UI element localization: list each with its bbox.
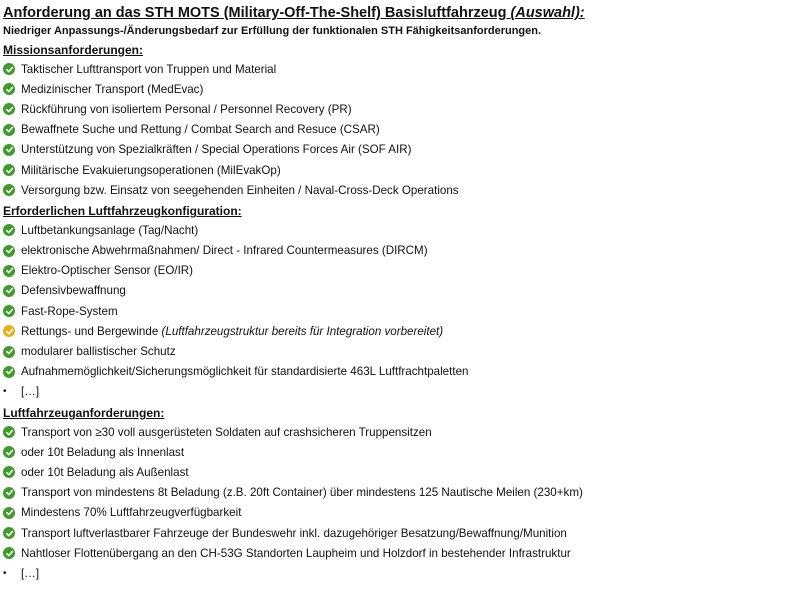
check-green-icon — [3, 285, 15, 297]
check-yellow-icon — [3, 325, 15, 337]
list-item — [3, 462, 794, 482]
aircraft-list — [3, 422, 794, 584]
check-green-icon — [3, 144, 15, 156]
title-emphasis: (Auswahl): — [510, 5, 585, 21]
check-green-icon — [3, 466, 15, 478]
check-green-icon — [3, 446, 15, 458]
check-green-icon — [3, 245, 15, 257]
list-item-text: Bewaffnete Suche und Rettung / Combat Search and Resuce (CSAR) — [21, 123, 380, 137]
list-item-text: Luftbetankungsanlage (Tag/Nacht) — [21, 223, 199, 237]
page-subtitle: Niedriger Anpassungs-/Änderungsbedarf zur Erfüllung der funktionalen STH Fähigkeitsanforderungen. — [3, 25, 542, 37]
check-green-icon — [3, 507, 15, 519]
check-green-icon — [3, 224, 15, 236]
list-item-ellipsis — [3, 563, 794, 583]
list-item-text: modularer ballistischer Schutz — [21, 345, 176, 359]
check-green-icon — [3, 103, 15, 115]
list-item — [3, 543, 794, 563]
list-item-text: Nahtloser Flottenübergang an den CH-53G Standorten Laupheim und Holzdorf in bestehender Infrastruktur — [21, 546, 571, 560]
section-heading-mission: Missionsanforderungen: — [3, 43, 144, 57]
list-item-text: Mindestens 70% Luftfahrzeugverfügbarkeit — [21, 506, 242, 520]
check-green-icon — [3, 265, 15, 277]
list-item-text: elektronische Abwehrmaßnahmen/ Direct - Infrared Countermeasures (DIRCM) — [21, 244, 428, 258]
check-green-icon — [3, 346, 15, 358]
list-item — [3, 261, 794, 281]
list-item-text: oder 10t Beladung als Innenlast — [21, 445, 185, 459]
list-item — [3, 140, 794, 160]
check-green-icon — [3, 184, 15, 196]
bullet-icon: • — [3, 567, 7, 579]
title-main: Anforderung an das STH MOTS (Military-Off-The-Shelf) Basisluftfahrzeug — [3, 5, 511, 21]
check-green-icon — [3, 124, 15, 136]
list-item-text: Transport von ≥30 voll ausgerüsteten Soldaten auf crashsicheren Truppensitzen — [21, 425, 432, 439]
check-green-icon — [3, 547, 15, 559]
list-item-text: Rettungs- und Bergewinde — [21, 324, 162, 338]
section-heading-aircraft: Luftfahrzeuganforderungen: — [3, 406, 165, 420]
list-item-text: Unterstützung von Spezialkräften / Special Operations Forces Air (SOF AIR) — [21, 143, 412, 157]
list-item — [3, 362, 794, 382]
list-item — [3, 321, 794, 341]
list-item-text: oder 10t Beladung als Außenlast — [21, 465, 189, 479]
check-green-icon — [3, 63, 15, 75]
section-heading-config: Erforderlichen Luftfahrzeugkonfiguration: — [3, 204, 242, 219]
list-item-text: Medizinischer Transport (MedEvac) — [21, 82, 204, 96]
list-item — [3, 503, 794, 523]
list-item — [3, 120, 794, 140]
check-green-icon — [3, 487, 15, 499]
list-item — [3, 301, 794, 321]
page-title — [3, 5, 794, 21]
list-item — [3, 180, 794, 200]
list-item — [3, 523, 794, 543]
list-item-text: Fast-Rope-System — [21, 304, 118, 318]
list-item — [3, 341, 794, 361]
bullet-icon: • — [3, 386, 7, 398]
list-item-text: Taktischer Lufttransport von Truppen und Material — [21, 62, 277, 76]
list-item — [3, 281, 794, 301]
check-green-icon — [3, 83, 15, 95]
ellipsis-text: […] — [21, 385, 40, 399]
list-item — [3, 483, 794, 503]
list-item-text: Versorgung bzw. Einsatz von seegehenden Einheiten / Naval-Cross-Deck Operations — [21, 183, 459, 197]
list-item-ellipsis — [3, 382, 794, 402]
list-item — [3, 59, 794, 79]
list-item-note: (Luftfahrzeugstruktur bereits für Integration vorbereitet) — [161, 324, 444, 338]
check-green-icon — [3, 527, 15, 539]
config-list — [3, 220, 794, 402]
list-item-text: Militärische Evakuierungsoperationen (MilEvakOp) — [21, 163, 281, 177]
list-item-text: Rückführung von isoliertem Personal / Personnel Recovery (PR) — [21, 102, 352, 116]
list-item — [3, 79, 794, 99]
list-item-text: Aufnahmemöglichkeit/Sicherungsmöglichkeit für standardisierte 463L Luftfrachtpaletten — [21, 365, 469, 379]
list-item-text: Transport von mindestens 8t Beladung (z.B. 20ft Container) über mindestens 125 Nautische Meilen (230+km) — [21, 486, 583, 500]
list-item — [3, 99, 794, 119]
list-item — [3, 220, 794, 240]
list-item — [3, 160, 794, 180]
mission-list — [3, 59, 794, 200]
list-item-text: Transport luftverlastbarer Fahrzeuge der Bundeswehr inkl. dazugehöriger Besatzung/Bewaffnung/Munition — [21, 526, 567, 540]
list-item-text: Elektro-Optischer Sensor (EO/IR) — [21, 264, 194, 278]
list-item — [3, 442, 794, 462]
check-green-icon — [3, 164, 15, 176]
ellipsis-text: […] — [21, 566, 40, 580]
list-item — [3, 241, 794, 261]
check-green-icon — [3, 305, 15, 317]
list-item-text: Defensivbewaffnung — [21, 284, 126, 298]
check-green-icon — [3, 366, 15, 378]
check-green-icon — [3, 426, 15, 438]
list-item — [3, 422, 794, 442]
